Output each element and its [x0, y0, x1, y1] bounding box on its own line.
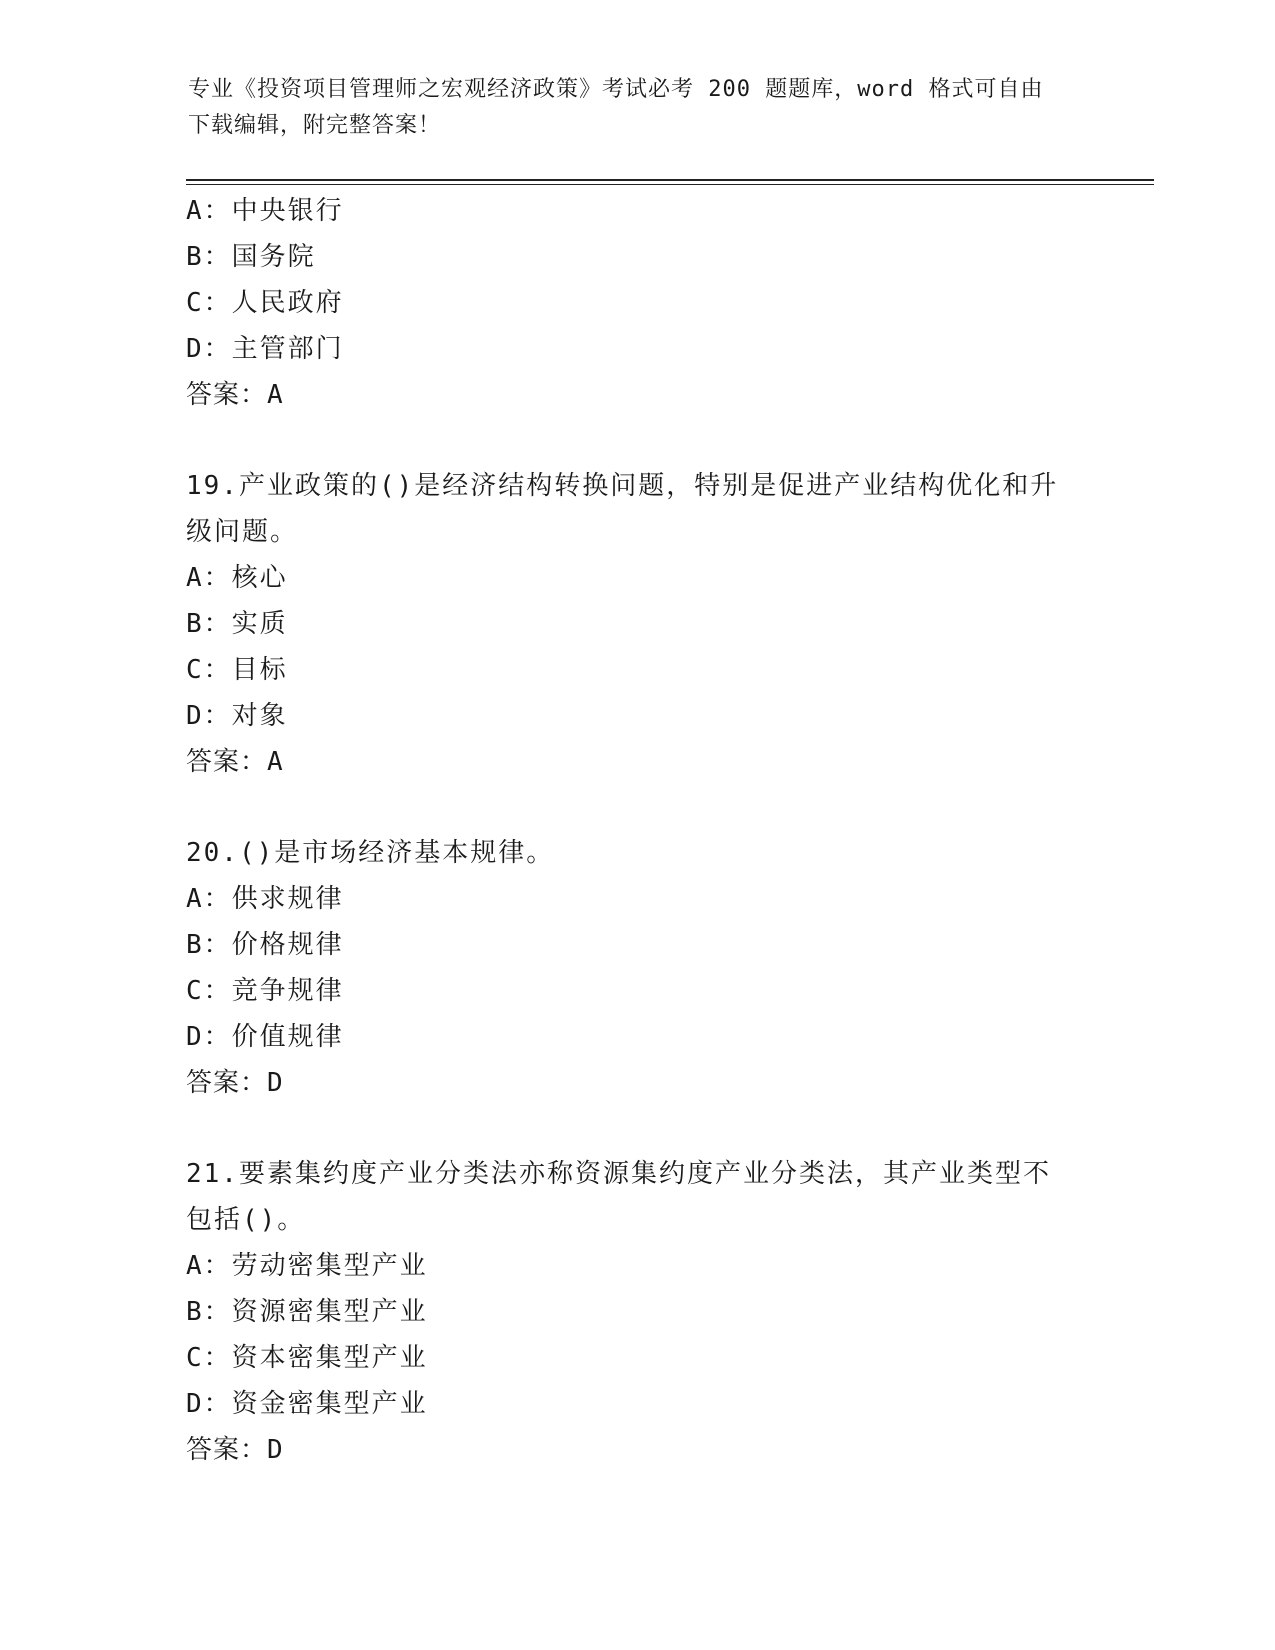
option-a: A：中央银行 [186, 196, 344, 226]
question-text-line-2: 包括()。 [186, 1205, 306, 1235]
option-d: D：资金密集型产业 [186, 1389, 428, 1419]
option-d: D：主管部门 [186, 334, 344, 364]
option-b: B：实质 [186, 609, 288, 639]
answer-line [186, 1427, 1086, 1473]
header-line-1: 专业《投资项目管理师之宏观经济政策》考试必考 200 题题库，word 格式可自由 [188, 77, 1044, 102]
answer-label: 答案： [186, 1435, 268, 1465]
question-block-18 [186, 188, 1086, 418]
answer-value: D [267, 1435, 284, 1465]
option-d: D：价值规律 [186, 1022, 344, 1052]
answer-value: A [267, 747, 284, 777]
option-c: C：人民政府 [186, 288, 344, 318]
answer-value: D [267, 1068, 284, 1098]
answer-line [186, 739, 1086, 785]
option-b: B：资源密集型产业 [186, 1297, 428, 1327]
option-a: A：供求规律 [186, 884, 344, 914]
question-block-20 [186, 830, 1086, 1106]
option-a: A：劳动密集型产业 [186, 1251, 428, 1281]
answer-label: 答案： [186, 1068, 268, 1098]
question-block-19 [186, 463, 1086, 785]
question-text-line-2: 级问题。 [186, 517, 299, 547]
answer-line [186, 1060, 1086, 1106]
question-text-line-1: 19.产业政策的()是经济结构转换问题，特别是促进产业结构优化和升 [186, 471, 1059, 501]
option-c: C：竞争规律 [186, 976, 344, 1006]
option-b: B：国务院 [186, 242, 316, 272]
header-line-2: 下载编辑，附完整答案！ [188, 113, 442, 138]
answer-value: A [267, 380, 284, 410]
answer-label: 答案： [186, 380, 268, 410]
option-d: D：对象 [186, 701, 288, 731]
question-text-line-1: 20.()是市场经济基本规律。 [186, 838, 555, 868]
document-header [188, 72, 1088, 144]
option-a: A：核心 [186, 563, 288, 593]
header-divider-thin [186, 184, 1154, 185]
option-b: B：价格规律 [186, 930, 344, 960]
question-text-line-1: 21.要素集约度产业分类法亦称资源集约度产业分类法，其产业类型不 [186, 1159, 1051, 1189]
option-c: C：资本密集型产业 [186, 1343, 428, 1373]
header-divider-thick [186, 179, 1154, 181]
option-c: C：目标 [186, 655, 288, 685]
answer-label: 答案： [186, 747, 268, 777]
answer-line [186, 372, 1086, 418]
question-block-21 [186, 1151, 1086, 1473]
question-list [186, 188, 1086, 1473]
